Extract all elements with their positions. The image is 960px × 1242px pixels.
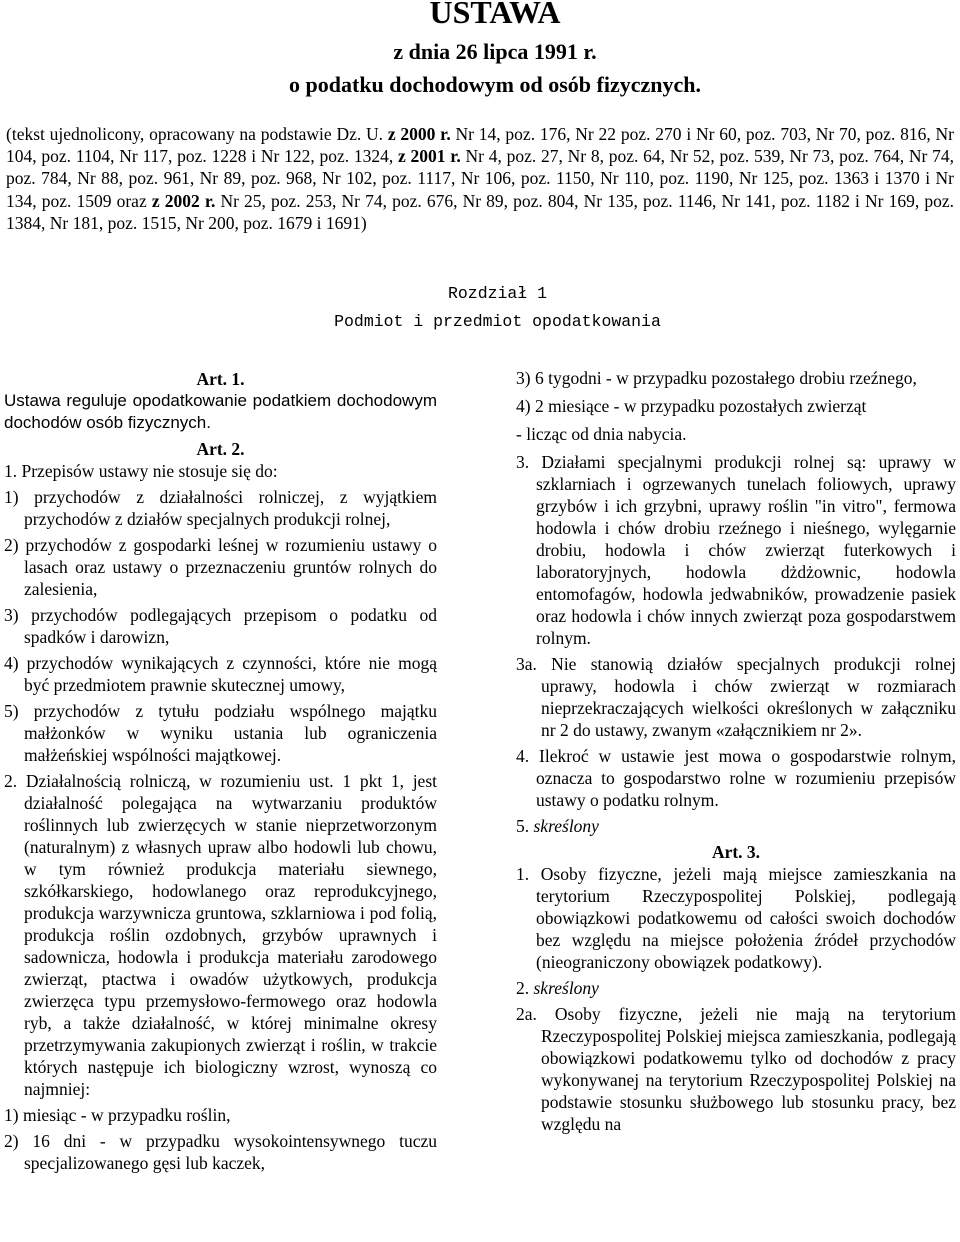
act-title: USTAWA: [429, 0, 561, 30]
art2-p2-closing: - licząc od dnia nabycia.: [516, 424, 687, 444]
art2-p1-item-4: 4) przychodów wynikających z czynności, które nie mogą być przedmiotem prawnie skutecznej umowy,: [4, 653, 437, 695]
art3-heading: Art. 3.: [711, 842, 761, 862]
left-column: [4, 368, 437, 1178]
art3-paragraph-1: 1. Osoby fizyczne, jeżeli mają miejsce zamieszkania na terytorium Rzeczypospolitej Polskiej, podlegają obowiązkowi podatkowemu od całości swoich dochodów bez względu na miejsce położenia źródeł przychodów (nieograniczony obowiązek podatkowy).: [516, 864, 956, 972]
art2-p2-item-3: 3) 6 tygodni - w przypadku pozostałego drobiu rzeźnego,: [516, 368, 917, 388]
art2-p1-item-5: 5) przychodów z tytułu podziału wspólnego majątku małżonków w wyniku ustania lub ograniczenia małżeńskiej wspólności majątkowej.: [4, 701, 437, 765]
art2-p1-item-1: 1) przychodów z działalności rolniczej, z wyjątkiem przychodów z działów specjalnych produkcji rolnej,: [4, 487, 437, 529]
art2-p2-item-2: 2) 16 dni - w przypadku wysokointensywnego tuczu specjalizowanego gęsi lub kaczek,: [4, 1131, 437, 1173]
note-year-3: z 2002 r.: [151, 190, 216, 211]
note-part-3: Nr 4, poz. 27, Nr 8, poz. 64, Nr 52, poz. 539, Nr 73, poz. 764, Nr 74, poz. 784, Nr 88, poz. 961, Nr 89, poz. 968, Nr 102, poz. 1117, Nr 106, poz. 1150, Nr 110, poz. 1190, Nr 125, poz. 1363 i 1370 i Nr 134, poz. 1509 oraz: [6, 146, 954, 211]
art2-p5-number: 5.: [516, 816, 534, 836]
right-column: [516, 367, 956, 1139]
note-part-4: Nr 25, poz. 253, Nr 74, poz. 676, Nr 89, poz. 804, Nr 135, poz. 1146, Nr 141, poz. 1182 i Nr 169, poz. 1384, Nr 181, poz. 1515, Nr 200, poz. 1679 i 1691): [6, 190, 954, 233]
act-subject: o podatku dochodowym od osób fizycznych.: [289, 72, 701, 97]
art1-heading: Art. 1.: [196, 369, 245, 389]
art2-paragraph-3: 3. Działami specjalnymi produkcji rolnej są: uprawy w szklarniach i ogrzewanych tunelach foliowych, uprawy grzybów i ich grzybni, uprawy roślin "in vitro", fermowa hodowla i chów drobiu rzeźnego i nieśnego, wylęgarnie drobiu, hodowla i chów zwierząt futerkowych i laboratoryjnych, hodowla dżdżownic, hodowla entomofagów, hodowla jedwabników, prowadzenie pasiek oraz hodowla i chów innych zwierząt poza gospodarstwem rolnym.: [516, 452, 956, 648]
consolidation-note: [6, 123, 954, 234]
art2-heading: Art. 2.: [196, 439, 245, 459]
art2-paragraph-3a: 3a. Nie stanowią działów specjalnych produkcji rolnej uprawy, hodowla i chów zwierząt w rozmiarach nieprzekraczających wielkości określonych w załączniku nr 2 do ustawy, zwanym «załącznikiem nr 2».: [516, 654, 956, 740]
art3-paragraph-2: [516, 977, 956, 999]
art1-text: Ustawa reguluje opodatkowanie podatkiem dochodowym dochodów osób fizycznych.: [4, 391, 437, 432]
art3-p2-number: 2.: [516, 978, 534, 998]
art2-paragraph-2: 2. Działalnością rolniczą, w rozumieniu ust. 1 pkt 1, jest działalność polegająca na wytwarzaniu produktów roślinnych lub zwierzęcych w stanie nieprzetworzonym (naturalnym) z własnych upraw albo hodowli lub chowu, w tym również produkcja materiału siewnego, szkółkarskiego, hodowlanego oraz reprodukcyjnego, produkcja warzywnicza gruntowa, szklarniowa i pod folią, produkcja roślin ozdobnych, grzybów uprawnych i sadownicza, hodowla i produkcja materiału zarodowego zwierząt, ptactwa i owadów użytkowych, produkcja zwierzęca typu przemysłowo-fermowego oraz hodowla ryb, a także działalność, w której minimalne okresy przetrzymywania zakupionych zwierząt i roślin, w trakcie których następuje ich biologiczny wzrost, wynoszą co najmniej:: [4, 771, 437, 1099]
art2-p1-item-3: 3) przychodów podlegających przepisom o podatku od spadków i darowizn,: [4, 605, 437, 647]
art3-p2-text: skreślony: [533, 978, 599, 998]
note-year-2: z 2001 r.: [398, 146, 461, 167]
chapter-title: Podmiot i przedmiot opodatkowania: [334, 312, 661, 331]
art2-paragraph-1: 1. Przepisów ustawy nie stosuje się do:: [4, 461, 278, 481]
art3-paragraph-2a: 2a. Osoby fizyczne, jeżeli nie mają na terytorium Rzeczypospolitej Polskiej miejsca zamieszkania, podlegają obowiązkowi podatkowemu tylko od dochodów z pracy wykonywanej na terytorium Rzeczypospolitej Polskiej na podstawie stosunku służbowego lub stosunku pracy, bez względu na: [516, 1004, 956, 1134]
art2-paragraph-5: [516, 815, 956, 837]
art2-p2-item-1: 1) miesiąc - w przypadku roślin,: [4, 1105, 231, 1125]
art2-p1-item-2: 2) przychodów z gospodarki leśnej w rozumieniu ustawy o lasach oraz ustawy o przeznaczeniu gruntów rolnych do zalesienia,: [4, 535, 437, 599]
note-part-2: Nr 14, poz. 176, Nr 22 poz. 270 i Nr 60, poz. 703, Nr 70, poz. 816, Nr 104, poz. 1104, Nr 117, poz. 1228 i Nr 122, poz. 1324,: [6, 124, 954, 167]
note-year-1: z 2000 r.: [387, 124, 451, 144]
art2-paragraph-4: 4. Ilekroć w ustawie jest mowa o gospodarstwie rolnym, oznacza to gospodarstwo rolne w rozumieniu przepisów ustawy o podatku rolnym.: [516, 746, 956, 810]
act-date: z dnia 26 lipca 1991 r.: [393, 39, 597, 64]
chapter-number: Rozdział 1: [447, 284, 548, 303]
art2-p2-item-4: 4) 2 miesiące - w przypadku pozostałych zwierząt: [516, 396, 867, 416]
note-part-1: (tekst ujednolicony, opracowany na podstawie Dz. U.: [6, 124, 388, 144]
art2-p5-text: skreślony: [533, 816, 599, 836]
